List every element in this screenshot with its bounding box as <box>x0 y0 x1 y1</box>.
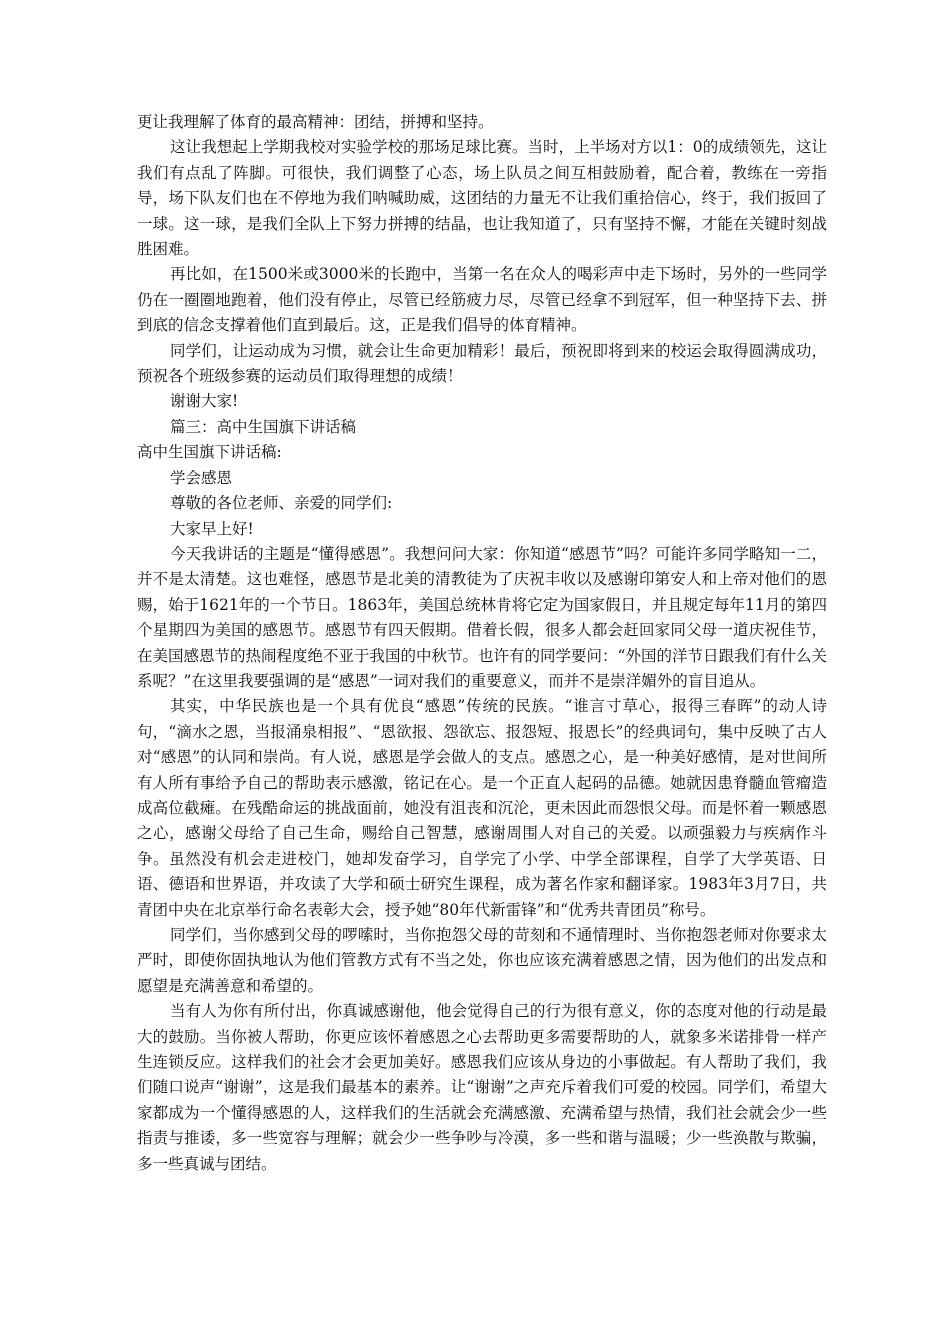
section-heading: 篇三：高中生国旗下讲话稿 <box>170 417 357 436</box>
paragraph-1: 更让我理解了体育的最高精神：团结，拼搏和坚持。 <box>137 113 494 131</box>
paragraph-thanksgiving: 今天我讲话的主题是“懂得感恩”。我想问问大家：你知道“感恩节”吗？可能许多同学略知一二，并不是太清楚。这也难怪，感恩节是北美的清教徒为了庆祝丰收以及感谢印第安人和上帝对他们的恩赐，始于1621年的一个节日。1863年，美国总统林肯将它定为国家假日，并且规定每年11月的第四个星期四为美国的感恩节。感恩节有四天假期。借着长假，很多人都会赶回家同父母一道庆祝佳节，在美国感恩节的热闹程度绝不亚于我国的中秋节。也许有的同学要问：“外国的洋节日跟我们有什么关系呢？”在这里我要强调的是“感恩”一词对我们的重要意义，而并不是崇洋媚外的盲目追从。 <box>137 544 827 690</box>
paragraph-2: 这让我想起上学期我校对实验学校的那场足球比赛。当时，上半场对方以1：0的成绩领先，这让我们有点乱了阵脚。可很快，我们调整了心态，场上队员之间互相鼓励着，配合着，教练在一旁指导，场下队友们也在不停地为我们呐喊助威，这团结的力量无不让我们重拾信心，终于，我们扳回了一球。这一球，是我们全队上下努力拼搏的结晶，也让我知道了，只有坚持不懈，才能在关键时刻战胜困难。 <box>137 138 827 259</box>
document-body <box>137 110 827 1177</box>
paragraph-4: 同学们，让运动成为习惯，就会让生命更加精彩！最后，预祝即将到来的校运会取得圆满成功，预祝各个班级参赛的运动员们取得理想的成绩！ <box>137 341 827 386</box>
paragraph-parents: 同学们，当你感到父母的啰嗦时，当你抱怨父母的苛刻和不通情理时、当你抱怨老师对你要求太严时，即使你固执地认为他们管教方式有不当之处，你也应该充满着感恩之情，因为他们的出发点和愿望是充满善意和希望的。 <box>137 926 827 995</box>
paragraph-conclusion: 当有人为你有所付出，你真诚感谢他，他会觉得自己的行为很有意义，你的态度对他的行动是最大的鼓励。当你被人帮助，你更应该怀着感恩之心去帮助更多需要帮助的人，就象多米诺排骨一样产生连锁反应。这样我们的社会才会更加美好。感恩我们应该从身边的小事做起。有人帮助了我们，我们随口说声“谢谢”，这是我们最基本的素养。让“谢谢”之声充斥着我们可爱的校园。同学们，希望大家都成为一个懂得感恩的人，这样我们的生活就会充满感激、充满希望与热情，我们社会就会少一些指责与推诿，多一些宽容与理解；就会少一些争吵与冷漠，多一些和谐与温暖；少一些涣散与欺骗，多一些真诚与团结。 <box>137 1002 827 1173</box>
speech-topic: 学会感恩 <box>170 468 233 487</box>
salutation: 尊敬的各位老师、亲爱的同学们: <box>170 494 393 513</box>
closing-thanks: 谢谢大家! <box>170 392 239 411</box>
speech-title: 高中生国旗下讲话稿: <box>137 443 282 462</box>
paragraph-gratitude-tradition: 其实，中华民族也是一个具有优良“感恩”传统的民族。“谁言寸草心，报得三春晖”的动人诗句，“滴水之恩，当报涌泉相报”、“恩欲报、怨欲忘、报怨短、报恩长”的经典词句，集中反映了古人对“感恩”的认同和崇尚。有人说，感恩是学会做人的支点。感恩之心，是一种美好感情，是对世间所有人所有事给予自己的帮助表示感激，铭记在心。是一个正直人起码的品德。她就因患脊髓血管瘤造成高位截瘫。在残酷命运的挑战面前，她没有沮丧和沉沦，更未因此而怨恨父母。而是怀着一颗感恩之心，感谢父母给了自己生命，赐给自己智慧，感谢周围人对自己的关爱。以顽强毅力与疾病作斗争。虽然没有机会走进校门，她却发奋学习，自学完了小学、中学全部课程，自学了大学英语、日语、德语和世界语，并攻读了大学和硕士研究生课程，成为著名作家和翻译家。1983年3月7日，共青团中央在北京举行命名表彰大会，授予她“80年代新雷锋”和“优秀共青团员”称号。 <box>137 697 827 919</box>
paragraph-3: 再比如，在1500米或3000米的长跑中，当第一名在众人的喝彩声中走下场时，另外的一些同学仍在一圈圈地跑着，他们没有停止，尽管已经筋疲力尽，尽管已经拿不到冠军，但一种坚持下去、拼到底的信念支撑着他们直到最后。这，正是我们倡导的体育精神。 <box>137 265 827 335</box>
greeting: 大家早上好! <box>170 519 254 538</box>
